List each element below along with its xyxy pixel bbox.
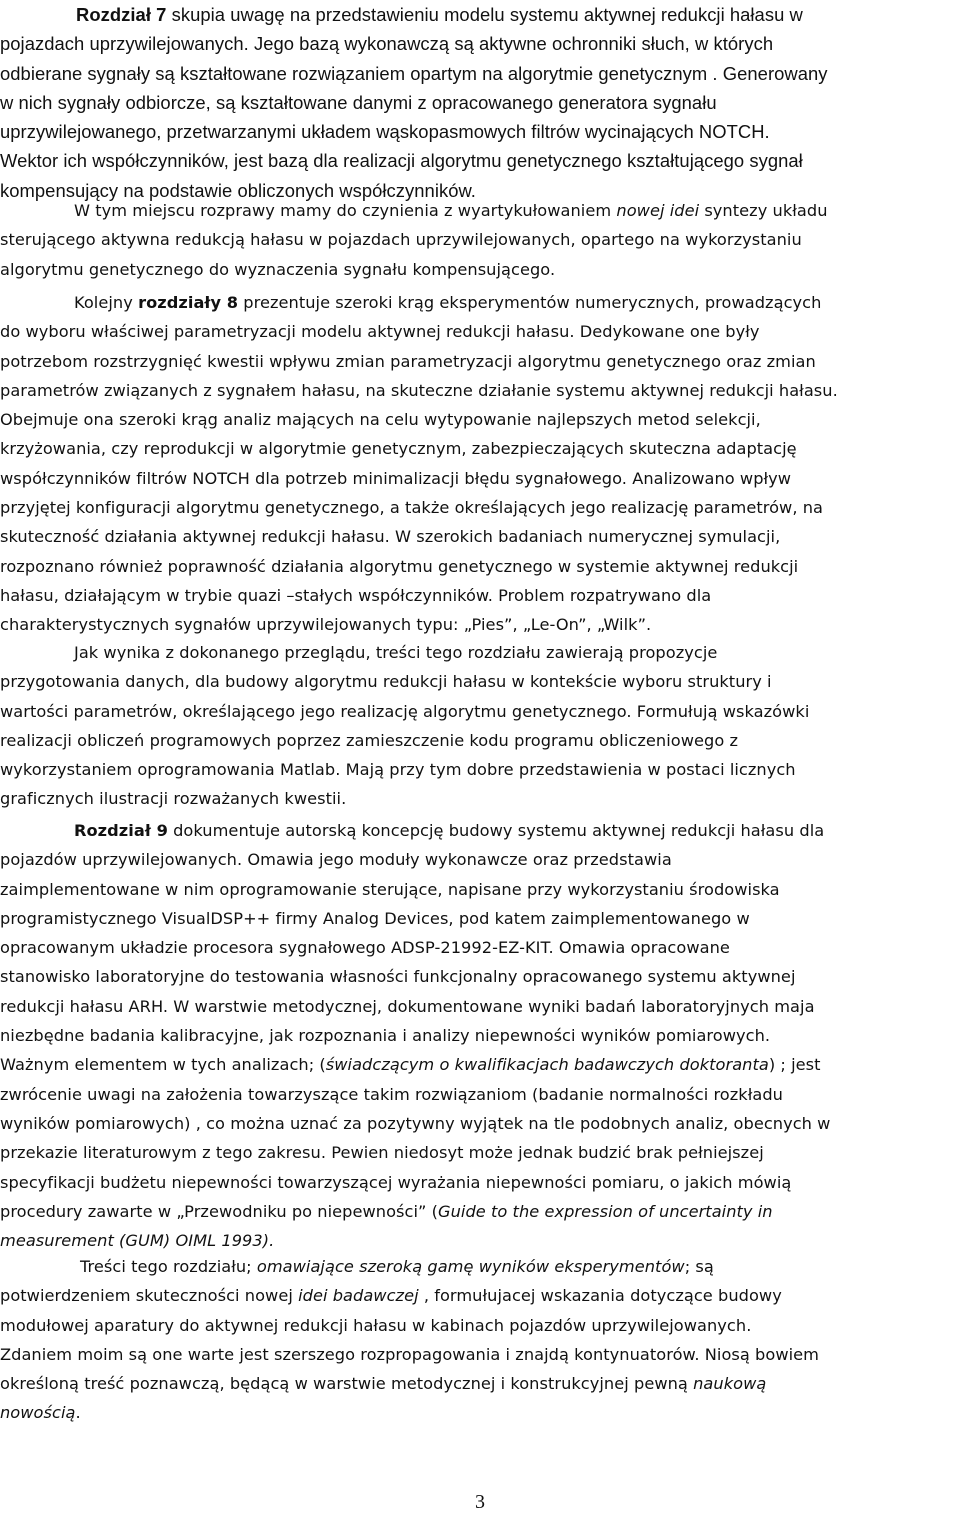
- text-run: wyników pomiarowych) , co można uznać za pozytywny wyjątek na tle podobnych analiz, obecnych w: [0, 1113, 831, 1133]
- text-run: uprzywilejowanego, przetwarzanymi układem wąskopasmowych filtrów wycinających NOTCH.: [0, 121, 770, 143]
- text-run: wartości parametrów, określającego jego realizację algorytmu genetycznego. Formułują wskazówki: [0, 701, 810, 721]
- text-line: [0, 146, 960, 175]
- text-line: [0, 255, 960, 284]
- text-line: [0, 784, 960, 813]
- text-run: ; są: [684, 1257, 714, 1276]
- text-run: w nich sygnały odbiorcze, są kształtowane danymi z opracowanego generatora sygnału: [0, 91, 717, 113]
- text-run: Zdaniem moim są one warte jest szerszego rozpropagowania i znajdą kontynuatorów. Niosą bowiem: [0, 1344, 819, 1364]
- text-line: [0, 1369, 960, 1398]
- text-run: odbierane sygnały są kształtowane rozwiązaniem opartym na algorytmie genetycznym . Generowany: [0, 62, 828, 84]
- italic-text: świadczącym o kwalifikacjach badawczych doktoranta: [325, 1055, 769, 1075]
- text-run: krzyżowania, czy reprodukcji w algorytmie genetycznym, zabezpieczających skuteczna adaptację: [0, 439, 797, 459]
- paragraph-conclusion: [0, 1252, 960, 1428]
- italic-text: nowością: [0, 1403, 76, 1423]
- text-run: skuteczność działania aktywnej redukcji hałasu. W szerokich badaniach numerycznej symulacji,: [0, 527, 781, 547]
- text-run: przekazie literaturowym z tego zakresu. Pewien niedosyt może jednak budzić brak pełniejszej: [0, 1143, 764, 1163]
- text-run: potwierdzeniem skuteczności nowej: [0, 1286, 299, 1306]
- text-line: [0, 59, 960, 88]
- bold-text: rozdziały 8: [138, 293, 239, 312]
- page-number: 3: [475, 1491, 485, 1513]
- text-run: pojazdów uprzywilejowanych. Omawia jego moduły wykonawcze oraz przedstawia: [0, 850, 672, 870]
- text-line: [0, 1252, 960, 1281]
- text-line: [0, 581, 960, 610]
- text-line: [0, 1398, 960, 1427]
- text-line: [0, 225, 960, 254]
- paragraph-chapter-9: [0, 816, 960, 1255]
- text-line: [0, 816, 960, 845]
- text-run: redukcji hałasu ARH. W warstwie metodycznej, dokumentowane wyniki badań laboratoryjnych maja: [0, 996, 815, 1016]
- text-line: [0, 1080, 960, 1109]
- text-line: [0, 493, 960, 522]
- text-line: [0, 376, 960, 405]
- text-line: [0, 405, 960, 434]
- text-line: [0, 638, 960, 667]
- italic-text: nowej idei: [616, 201, 700, 220]
- text-run: zwrócenie uwagi na założenia towarzyszące takim rozwiązaniom (badanie normalności rozkładu: [0, 1084, 783, 1104]
- text-run: charakterystycznych sygnałów uprzywilejowanych typu: „Pies”, „Le-On”, „Wilk”.: [0, 615, 652, 635]
- text-run: przyjętej konfiguracji algorytmu genetycznego, a także określających jego realizację parametrów, na: [0, 498, 824, 518]
- text-run: Jak wynika z dokonanego przeglądu, treści tego rozdziału zawierają propozycje: [74, 643, 718, 662]
- text-line: [0, 962, 960, 991]
- text-line: [0, 875, 960, 904]
- text-line: [0, 1197, 960, 1226]
- text-line: [0, 1340, 960, 1369]
- text-run: W tym miejscu rozprawy mamy do czynienia z wyartykułowaniem: [74, 201, 617, 220]
- paragraph-review: [0, 638, 960, 814]
- text-line: [0, 0, 960, 29]
- text-run: realizacji obliczeń programowych poprzez zamieszczenie kodu programu obliczeniowego z: [0, 730, 739, 750]
- text-run: prezentuje szeroki krąg eksperymentów numerycznych, prowadzących: [238, 293, 822, 312]
- italic-text: idei badawczej: [298, 1286, 419, 1306]
- text-run: .: [75, 1403, 81, 1423]
- text-run: rozpoznano również poprawność działania algorytmu genetycznego w systemie aktywnej redukcji: [0, 556, 799, 576]
- text-run: hałasu, działającym w trybie quazi –stałych współczynników. Problem rozpatrywano dla: [0, 585, 712, 605]
- italic-text: Guide to the expression of uncertainty in: [438, 1201, 773, 1221]
- text-run: do wyboru właściwej parametryzacji modelu aktywnej redukcji hałasu. Dedykowane one były: [0, 322, 760, 342]
- text-line: [0, 933, 960, 962]
- text-run: sterującego aktywna redukcją hałasu w pojazdach uprzywilejowanych, opartego na wykorzystaniu: [0, 230, 802, 250]
- text-line: [0, 1050, 960, 1079]
- text-line: [0, 464, 960, 493]
- text-run: algorytmu genetycznego do wyznaczenia sygnału kompensującego.: [0, 259, 556, 279]
- text-run: ) ; jest: [768, 1055, 821, 1075]
- paragraph-chapter-7: [0, 0, 960, 205]
- text-line: [0, 434, 960, 463]
- text-line: [0, 726, 960, 755]
- text-line: [0, 1109, 960, 1138]
- italic-text: naukową: [693, 1374, 767, 1394]
- text-line: [0, 522, 960, 551]
- text-line: [0, 845, 960, 874]
- text-line: [0, 610, 960, 639]
- bold-text: Rozdział 7: [76, 4, 167, 25]
- text-run: procedury zawarte w „Przewodniku po niepewności” (: [0, 1201, 439, 1221]
- text-line: [0, 317, 960, 346]
- text-line: [0, 904, 960, 933]
- text-line: [0, 1021, 960, 1050]
- text-run: parametrów związanych z sygnałem hałasu, na skuteczne działanie systemu aktywnej redukcji hałasu.: [0, 380, 838, 400]
- text-line: [0, 755, 960, 784]
- text-run: niezbędne badania kalibracyjne, jak rozpoznania i analizy niepewności wyników pomiarowych.: [0, 1026, 771, 1046]
- text-run: programistycznego VisualDSP++ firmy Analog Devices, pod katem zaimplementowanego w: [0, 908, 750, 928]
- paragraph-chapter-8: [0, 288, 960, 640]
- text-line: [0, 88, 960, 117]
- text-run: określoną treść poznawczą, będącą w warstwie metodycznej i konstrukcyjnej pewną: [0, 1374, 694, 1394]
- text-run: Kolejny: [74, 293, 139, 312]
- text-run: dokumentuje autorską koncepcję budowy systemu aktywnej redukcji hałasu dla: [167, 821, 825, 840]
- text-line: [0, 1138, 960, 1167]
- text-line: [0, 117, 960, 146]
- text-run: współczynników filtrów NOTCH dla potrzeb minimalizacji błędu sygnałowego. Analizowano wpływ: [0, 468, 792, 488]
- text-run: , formułujacej wskazania dotyczące budowy: [418, 1286, 782, 1306]
- text-run: syntezy układu: [699, 201, 828, 220]
- text-line: [0, 697, 960, 726]
- text-run: Obejmuje ona szeroki krąg analiz mających na celu wytypowanie najlepszych metod selekcji,: [0, 410, 761, 430]
- text-run: pojazdach uprzywilejowanych. Jego bazą wykonawczą są aktywne ochronniki słuch, w których: [0, 33, 774, 55]
- text-run: wykorzystaniem oprogramowania Matlab. Mają przy tym dobre przedstawienia w postaci licznych: [0, 760, 796, 780]
- text-line: [0, 29, 960, 58]
- bold-text: Rozdział 9: [74, 821, 168, 840]
- text-run: stanowisko laboratoryjne do testowania własności funkcjonalny opracowanego systemu aktywnej: [0, 967, 796, 987]
- text-line: [0, 992, 960, 1021]
- paragraph-new-idea: [0, 196, 960, 284]
- text-line: [0, 1168, 960, 1197]
- text-run: modułowej aparatury do aktywnej redukcji hałasu w kabinach pojazdów uprzywilejowanych.: [0, 1315, 752, 1335]
- text-run: potrzebom rozstrzygnięć kwestii wpływu zmian parametryzacji algorytmu genetycznego oraz zmian: [0, 351, 816, 371]
- text-line: [0, 667, 960, 696]
- text-line: [0, 1311, 960, 1340]
- text-line: [0, 288, 960, 317]
- text-run: Wektor ich współczynników, jest bazą dla realizacji algorytmu genetycznego kształtującego sygnał: [0, 150, 803, 172]
- text-run: specyfikacji budżetu niepewności towarzyszącej wyrażania niepewności pomiaru, o jakich mówią: [0, 1172, 792, 1192]
- text-run: Treści tego rozdziału;: [80, 1257, 257, 1276]
- text-run: Ważnym elementem w tych analizach; (: [0, 1055, 326, 1075]
- text-run: przygotowania danych, dla budowy algorytmu redukcji hałasu w kontekście wyboru struktury i: [0, 672, 772, 692]
- text-run: skupia uwagę na przedstawieniu modelu systemu aktywnej redukcji hałasu w: [166, 4, 803, 25]
- text-line: [0, 1281, 960, 1310]
- text-line: [0, 347, 960, 376]
- text-run: opracowanym układzie procesora sygnałowego ADSP-21992-EZ-KIT. Omawia opracowane: [0, 938, 730, 958]
- italic-text: omawiające szeroką gamę wyników eksperymentów: [256, 1257, 685, 1276]
- text-run: kompensujący na podstawie obliczonych współczynników.: [0, 179, 476, 201]
- text-line: [0, 196, 960, 225]
- text-run: graficznych ilustracji rozważanych kwestii.: [0, 789, 347, 809]
- italic-text: measurement (GUM) OIML 1993).: [0, 1231, 275, 1251]
- text-line: [0, 552, 960, 581]
- text-run: zaimplementowane w nim oprogramowanie sterujące, napisane przy wykorzystaniu środowiska: [0, 879, 780, 899]
